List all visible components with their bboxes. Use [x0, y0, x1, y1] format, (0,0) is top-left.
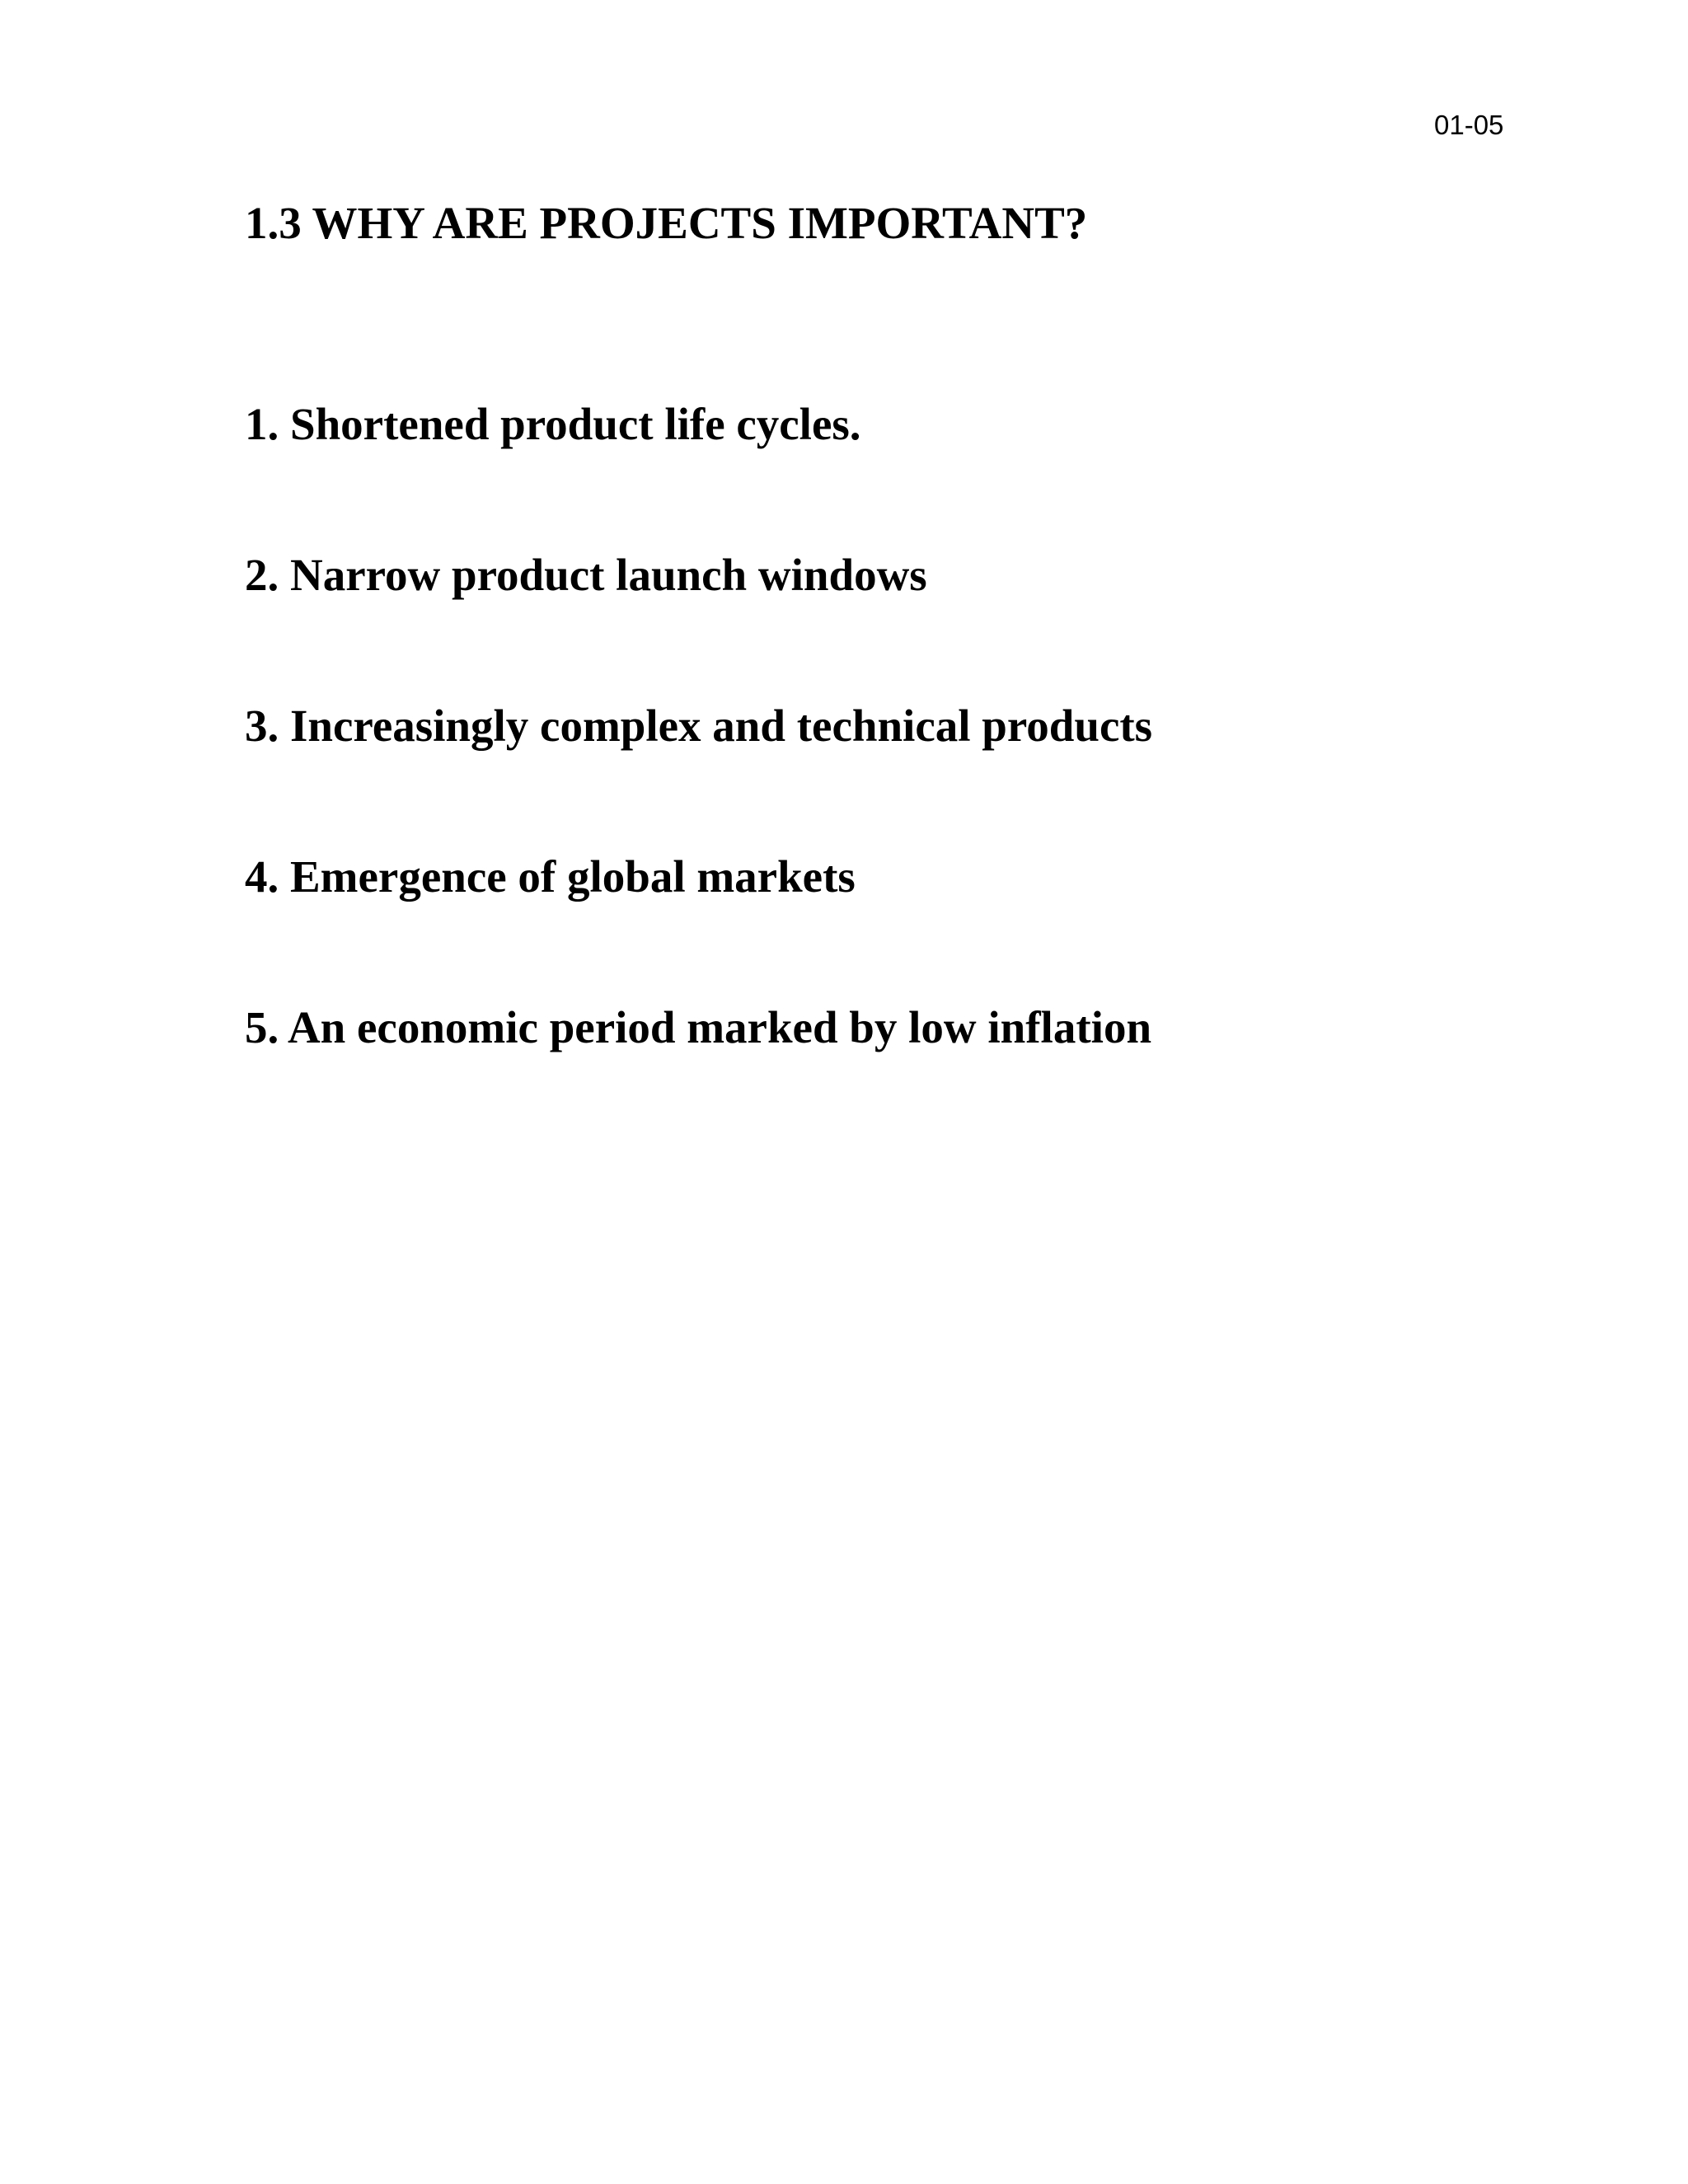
reason-item-4: 4. Emergence of global markets: [245, 851, 856, 902]
reason-list: [245, 397, 1152, 1151]
reason-item-1: 1. Shortened product life cycles.: [245, 399, 861, 449]
reason-item-2: 2. Narrow product launch windows: [245, 550, 927, 600]
reason-item-5: 5. An economic period marked by low inflation: [245, 1002, 1152, 1052]
page-number: 01-05: [1434, 110, 1504, 140]
section-heading: 1.3 WHY ARE PROJECTS IMPORTANT?: [245, 198, 1088, 248]
reason-item-3: 3. Increasingly complex and technical products: [245, 701, 1153, 751]
